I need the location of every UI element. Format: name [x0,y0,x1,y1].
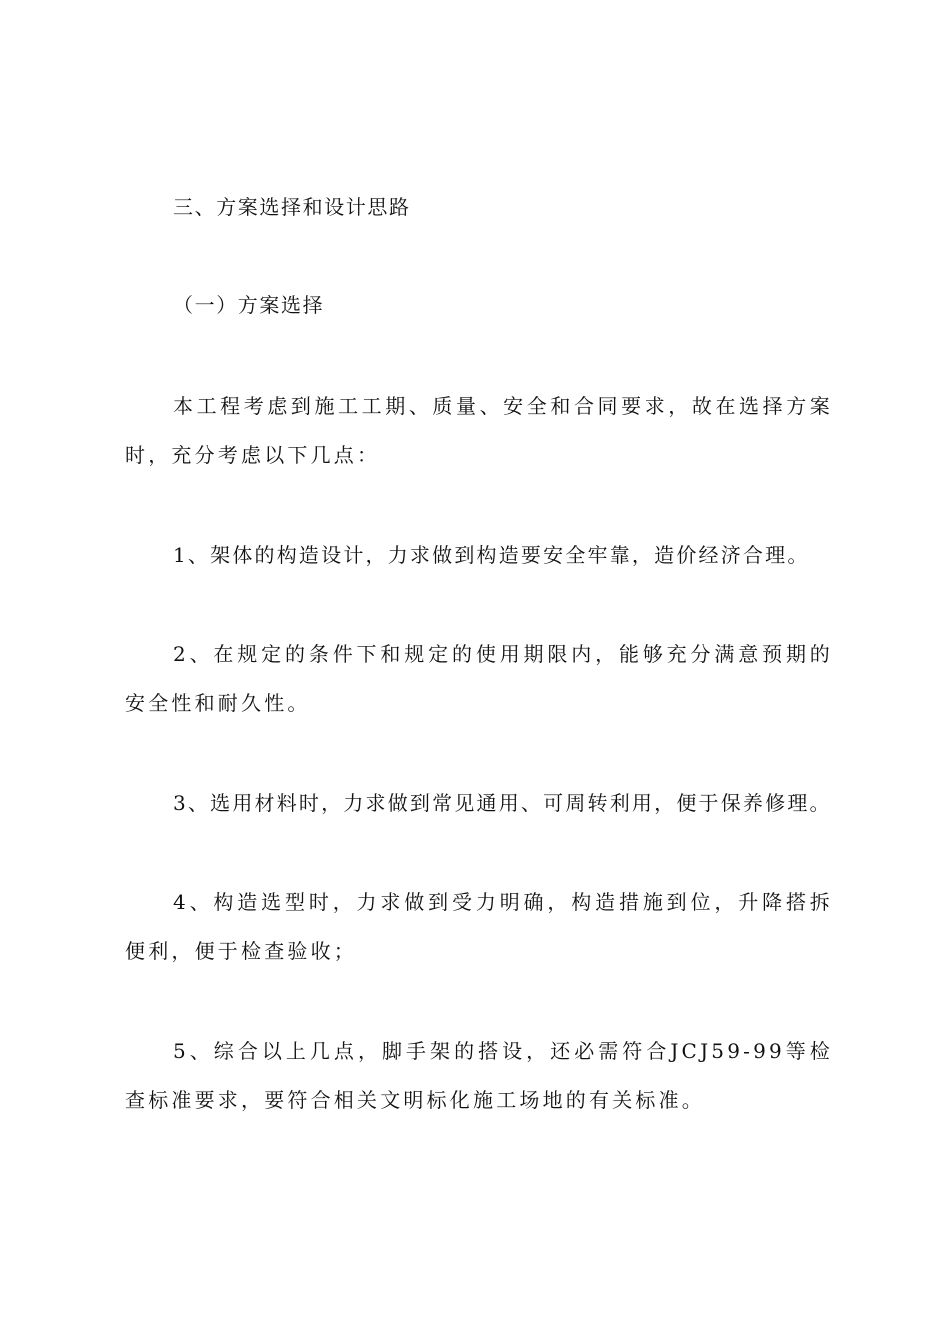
list-item: 2、在规定的条件下和规定的使用期限内，能够充分满意预期的安全性和耐久性。 [125,642,833,715]
subsection-heading: （一）方案选择 [173,293,325,317]
list-item: 1、架体的构造设计，力求做到构造要安全牢靠，造价经济合理。 [173,543,810,567]
list-item: 3、选用材料时，力求做到常见通用、可周转利用，便于保养修理。 [173,791,832,815]
list-item: 4、构造选型时，力求做到受力明确，构造措施到位，升降搭拆便利，便于检查验收； [125,890,833,963]
list-item: 5、综合以上几点，脚手架的搭设，还必需符合JCJ59-99等检查标准要求，要符合相关文明标化施工场地的有关标准。 [125,1039,833,1112]
intro-paragraph: 本工程考虑到施工工期、质量、安全和合同要求，故在选择方案时，充分考虑以下几点： [125,394,833,467]
section-heading: 三、方案选择和设计思路 [173,195,411,219]
